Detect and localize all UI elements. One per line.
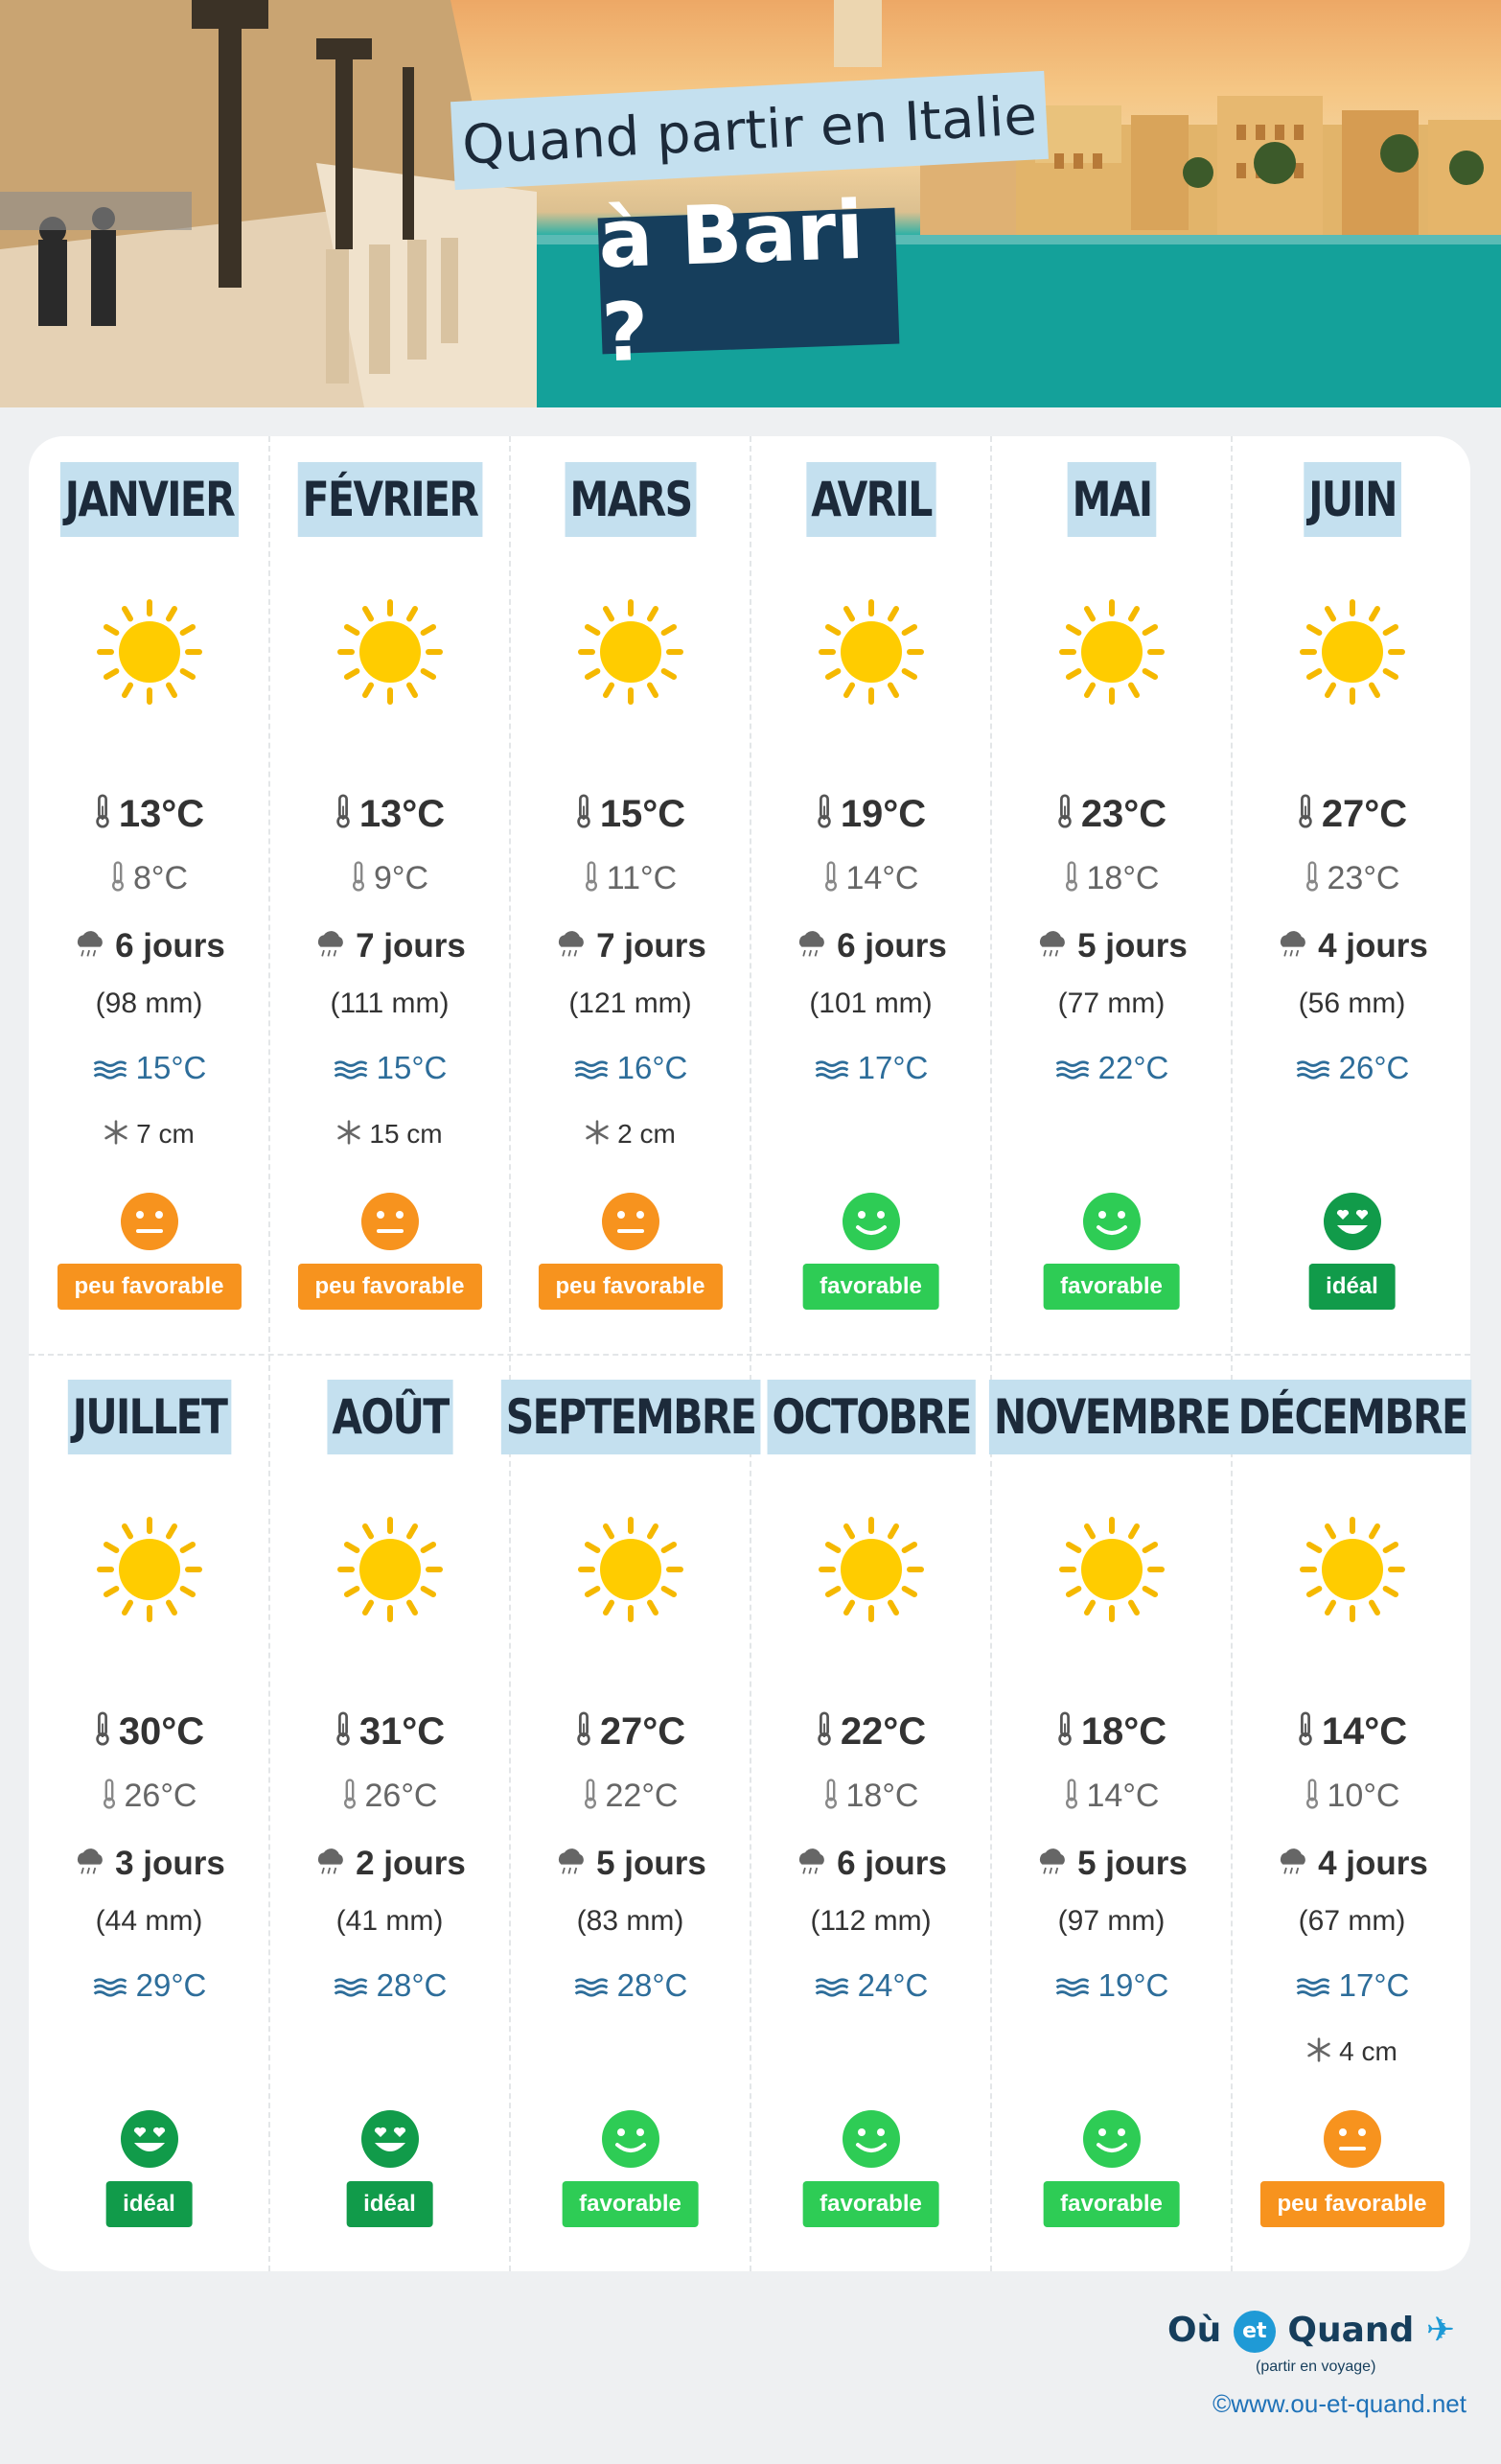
rain-cloud-icon (1276, 1847, 1310, 1885)
thermometer-icon (94, 1711, 111, 1755)
rain-days: 4 jours (1232, 1845, 1472, 1885)
rain-days: 6 jours (750, 1845, 991, 1885)
month-name: MARS (565, 462, 696, 537)
sea-temperature: 17°C (1232, 1967, 1472, 2006)
header-banner (0, 0, 1501, 407)
rating-badge: peu favorable (1259, 2181, 1443, 2227)
snowfall: 7 cm (29, 1119, 269, 1151)
min-temperature: 23°C (1232, 860, 1472, 900)
waves-icon (1295, 1052, 1331, 1088)
sea-temperature: 15°C (29, 1050, 269, 1088)
rating-face-icon (359, 2108, 421, 2170)
rating-badge: idéal (346, 2181, 433, 2227)
max-temperature: 18°C (991, 1710, 1232, 1755)
thermometer-icon (1305, 861, 1320, 900)
rating-badge: peu favorable (538, 1264, 722, 1310)
rating-face-icon (359, 1191, 421, 1252)
rain-cloud-icon (313, 1847, 348, 1885)
month-name: AVRIL (806, 462, 935, 537)
rating-face-icon (119, 1191, 180, 1252)
min-temperature: 9°C (269, 860, 510, 900)
sea-temperature: 17°C (750, 1050, 991, 1088)
rain-amount: (111 mm) (330, 988, 450, 1019)
waves-icon (1054, 1052, 1091, 1088)
min-temperature: 18°C (750, 1778, 991, 1818)
snowflake-icon (104, 1120, 128, 1151)
rain-days: 5 jours (991, 927, 1232, 967)
month-name: JUIN (1304, 462, 1400, 537)
logo-tagline: (partir en voyage) (1256, 2359, 1376, 2375)
rain-amount: (101 mm) (809, 988, 933, 1019)
waves-icon (814, 1969, 850, 2006)
rain-amount: (67 mm) (1298, 1905, 1406, 1937)
rain-cloud-icon (795, 929, 829, 967)
max-temperature: 23°C (991, 793, 1232, 838)
month-cell (510, 436, 750, 1354)
rain-cloud-icon (73, 929, 107, 967)
max-temperature: 27°C (510, 1710, 750, 1755)
snowfall: 15 cm (269, 1119, 510, 1151)
thermometer-icon (351, 861, 366, 900)
thermometer-icon (1064, 861, 1079, 900)
sea-temperature: 26°C (1232, 1050, 1472, 1088)
sea-temperature: 16°C (510, 1050, 750, 1088)
max-temperature: 27°C (1232, 793, 1472, 838)
rating-face-icon (1081, 1191, 1143, 1252)
month-name: JUILLET (67, 1380, 230, 1454)
rating-face-icon (841, 2108, 902, 2170)
airplane-icon: ✈ (1425, 2311, 1455, 2350)
thermometer-icon (1056, 1711, 1074, 1755)
max-temperature: 14°C (1232, 1710, 1472, 1755)
page-title-line1: Quand partir en Italie (450, 71, 1049, 190)
max-temperature: 30°C (29, 1710, 269, 1755)
sun-icon (578, 1517, 683, 1622)
min-temperature: 22°C (510, 1778, 750, 1818)
rating-face-icon (600, 1191, 661, 1252)
month-cell (269, 1354, 510, 2271)
sun-icon (97, 1517, 202, 1622)
waves-icon (1054, 1969, 1091, 2006)
ou-et-quand-logo[interactable] (1148, 2311, 1455, 2387)
rating-face-icon (841, 1191, 902, 1252)
waves-icon (333, 1969, 369, 2006)
month-name: NOVEMBRE (988, 1380, 1234, 1454)
rating-face-icon (600, 2108, 661, 2170)
sea-temperature: 24°C (750, 1967, 991, 2006)
sun-icon (97, 599, 202, 705)
sun-icon (1300, 1517, 1405, 1622)
month-name: SEPTEMBRE (500, 1380, 759, 1454)
thermometer-icon (816, 1711, 833, 1755)
waves-icon (573, 1969, 610, 2006)
month-name: AOÛT (327, 1380, 452, 1454)
rain-amount: (77 mm) (1057, 988, 1166, 1019)
thermometer-icon (342, 1778, 358, 1818)
page-title-line2: à Bari ? (598, 208, 900, 355)
rain-days: 2 jours (269, 1845, 510, 1885)
sea-temperature: 29°C (29, 1967, 269, 2006)
rain-amount: (97 mm) (1057, 1905, 1166, 1937)
month-cell (750, 436, 991, 1354)
rain-days: 7 jours (510, 927, 750, 967)
max-temperature: 22°C (750, 1710, 991, 1755)
thermometer-icon (110, 861, 126, 900)
rain-cloud-icon (313, 929, 348, 967)
rating-face-icon (1081, 2108, 1143, 2170)
logo-word-ou: Où (1167, 2311, 1222, 2350)
sun-icon (1059, 599, 1165, 705)
rating-face-icon (1322, 2108, 1383, 2170)
min-temperature: 26°C (269, 1778, 510, 1818)
sun-icon (819, 599, 924, 705)
rain-amount: (112 mm) (810, 1905, 932, 1937)
sun-icon (578, 599, 683, 705)
waves-icon (92, 1969, 128, 2006)
sun-icon (819, 1517, 924, 1622)
rating-badge: peu favorable (297, 1264, 481, 1310)
snowflake-icon (1306, 2037, 1331, 2069)
min-temperature: 8°C (29, 860, 269, 900)
copyright-link[interactable]: ©www.ou-et-quand.net (1212, 2389, 1466, 2418)
waves-icon (573, 1052, 610, 1088)
thermometer-icon (1297, 1711, 1314, 1755)
sun-icon (1300, 599, 1405, 705)
sea-temperature: 28°C (269, 1967, 510, 2006)
thermometer-icon (1297, 794, 1314, 838)
thermometer-icon (816, 794, 833, 838)
month-name: OCTOBRE (767, 1380, 975, 1454)
thermometer-icon (94, 794, 111, 838)
month-cell (29, 1354, 269, 2271)
sea-temperature: 15°C (269, 1050, 510, 1088)
rating-face-icon (119, 2108, 180, 2170)
max-temperature: 15°C (510, 793, 750, 838)
sun-icon (1059, 1517, 1165, 1622)
rain-cloud-icon (73, 1847, 107, 1885)
rating-face-icon (1322, 1191, 1383, 1252)
max-temperature: 13°C (269, 793, 510, 838)
rain-amount: (56 mm) (1298, 988, 1406, 1019)
min-temperature: 18°C (991, 860, 1232, 900)
waves-icon (333, 1052, 369, 1088)
thermometer-icon (335, 794, 352, 838)
rating-badge: favorable (802, 1264, 939, 1310)
thermometer-icon (1056, 794, 1074, 838)
thermometer-icon (584, 861, 599, 900)
sun-icon (337, 599, 443, 705)
sea-temperature: 22°C (991, 1050, 1232, 1088)
max-temperature: 19°C (750, 793, 991, 838)
rain-cloud-icon (554, 929, 589, 967)
rain-cloud-icon (1035, 929, 1070, 967)
rating-badge: favorable (562, 2181, 699, 2227)
rating-badge: favorable (802, 2181, 939, 2227)
waves-icon (1295, 1969, 1331, 2006)
rain-days: 6 jours (29, 927, 269, 967)
rating-badge: idéal (1308, 1264, 1396, 1310)
snowflake-icon (585, 1120, 610, 1151)
thermometer-icon (575, 794, 592, 838)
thermometer-icon (583, 1778, 598, 1818)
rating-badge: favorable (1043, 1264, 1180, 1310)
month-cell (991, 1354, 1232, 2271)
rain-days: 5 jours (991, 1845, 1232, 1885)
thermometer-icon (102, 1778, 117, 1818)
rating-badge: idéal (105, 2181, 193, 2227)
waves-icon (814, 1052, 850, 1088)
sun-icon (337, 1517, 443, 1622)
month-cell (29, 436, 269, 1354)
month-name: FÉVRIER (297, 462, 482, 537)
month-cell (1232, 1354, 1472, 2271)
rain-amount: (41 mm) (335, 1905, 444, 1937)
month-cell (991, 436, 1232, 1354)
snowfall: 4 cm (1232, 2036, 1472, 2069)
rain-cloud-icon (1276, 929, 1310, 967)
snowflake-icon (336, 1120, 361, 1151)
month-name: JANVIER (59, 462, 238, 537)
logo-pin-et: et (1234, 2311, 1276, 2353)
month-cell (505, 1354, 755, 2271)
min-temperature: 26°C (29, 1778, 269, 1818)
rain-days: 3 jours (29, 1845, 269, 1885)
rain-cloud-icon (554, 1847, 589, 1885)
rating-badge: peu favorable (57, 1264, 241, 1310)
thermometer-icon (823, 861, 839, 900)
rain-days: 6 jours (750, 927, 991, 967)
min-temperature: 14°C (750, 860, 991, 900)
min-temperature: 10°C (1232, 1778, 1472, 1818)
sea-temperature: 28°C (510, 1967, 750, 2006)
rating-badge: favorable (1043, 2181, 1180, 2227)
thermometer-icon (823, 1778, 839, 1818)
logo-word-quand: Quand (1287, 2311, 1415, 2350)
rain-amount: (121 mm) (568, 988, 692, 1019)
rain-cloud-icon (1035, 1847, 1070, 1885)
thermometer-icon (1305, 1778, 1320, 1818)
waves-icon (92, 1052, 128, 1088)
month-cell (269, 436, 510, 1354)
rain-days: 4 jours (1232, 927, 1472, 967)
thermometer-icon (1064, 1778, 1079, 1818)
rain-amount: (44 mm) (95, 1905, 203, 1937)
month-name: MAI (1067, 462, 1156, 537)
climate-calendar-card (29, 436, 1470, 2271)
max-temperature: 13°C (29, 793, 269, 838)
rain-amount: (83 mm) (576, 1905, 684, 1937)
rain-days: 5 jours (510, 1845, 750, 1885)
rain-amount: (98 mm) (95, 988, 203, 1019)
thermometer-icon (335, 1711, 352, 1755)
rain-cloud-icon (795, 1847, 829, 1885)
sea-temperature: 19°C (991, 1967, 1232, 2006)
min-temperature: 11°C (510, 860, 750, 900)
min-temperature: 14°C (991, 1778, 1232, 1818)
snowfall: 2 cm (510, 1119, 750, 1151)
max-temperature: 31°C (269, 1710, 510, 1755)
month-cell (750, 1354, 991, 2271)
month-name: DÉCEMBRE (1233, 1380, 1470, 1454)
month-cell (1232, 436, 1472, 1354)
thermometer-icon (575, 1711, 592, 1755)
rain-days: 7 jours (269, 927, 510, 967)
